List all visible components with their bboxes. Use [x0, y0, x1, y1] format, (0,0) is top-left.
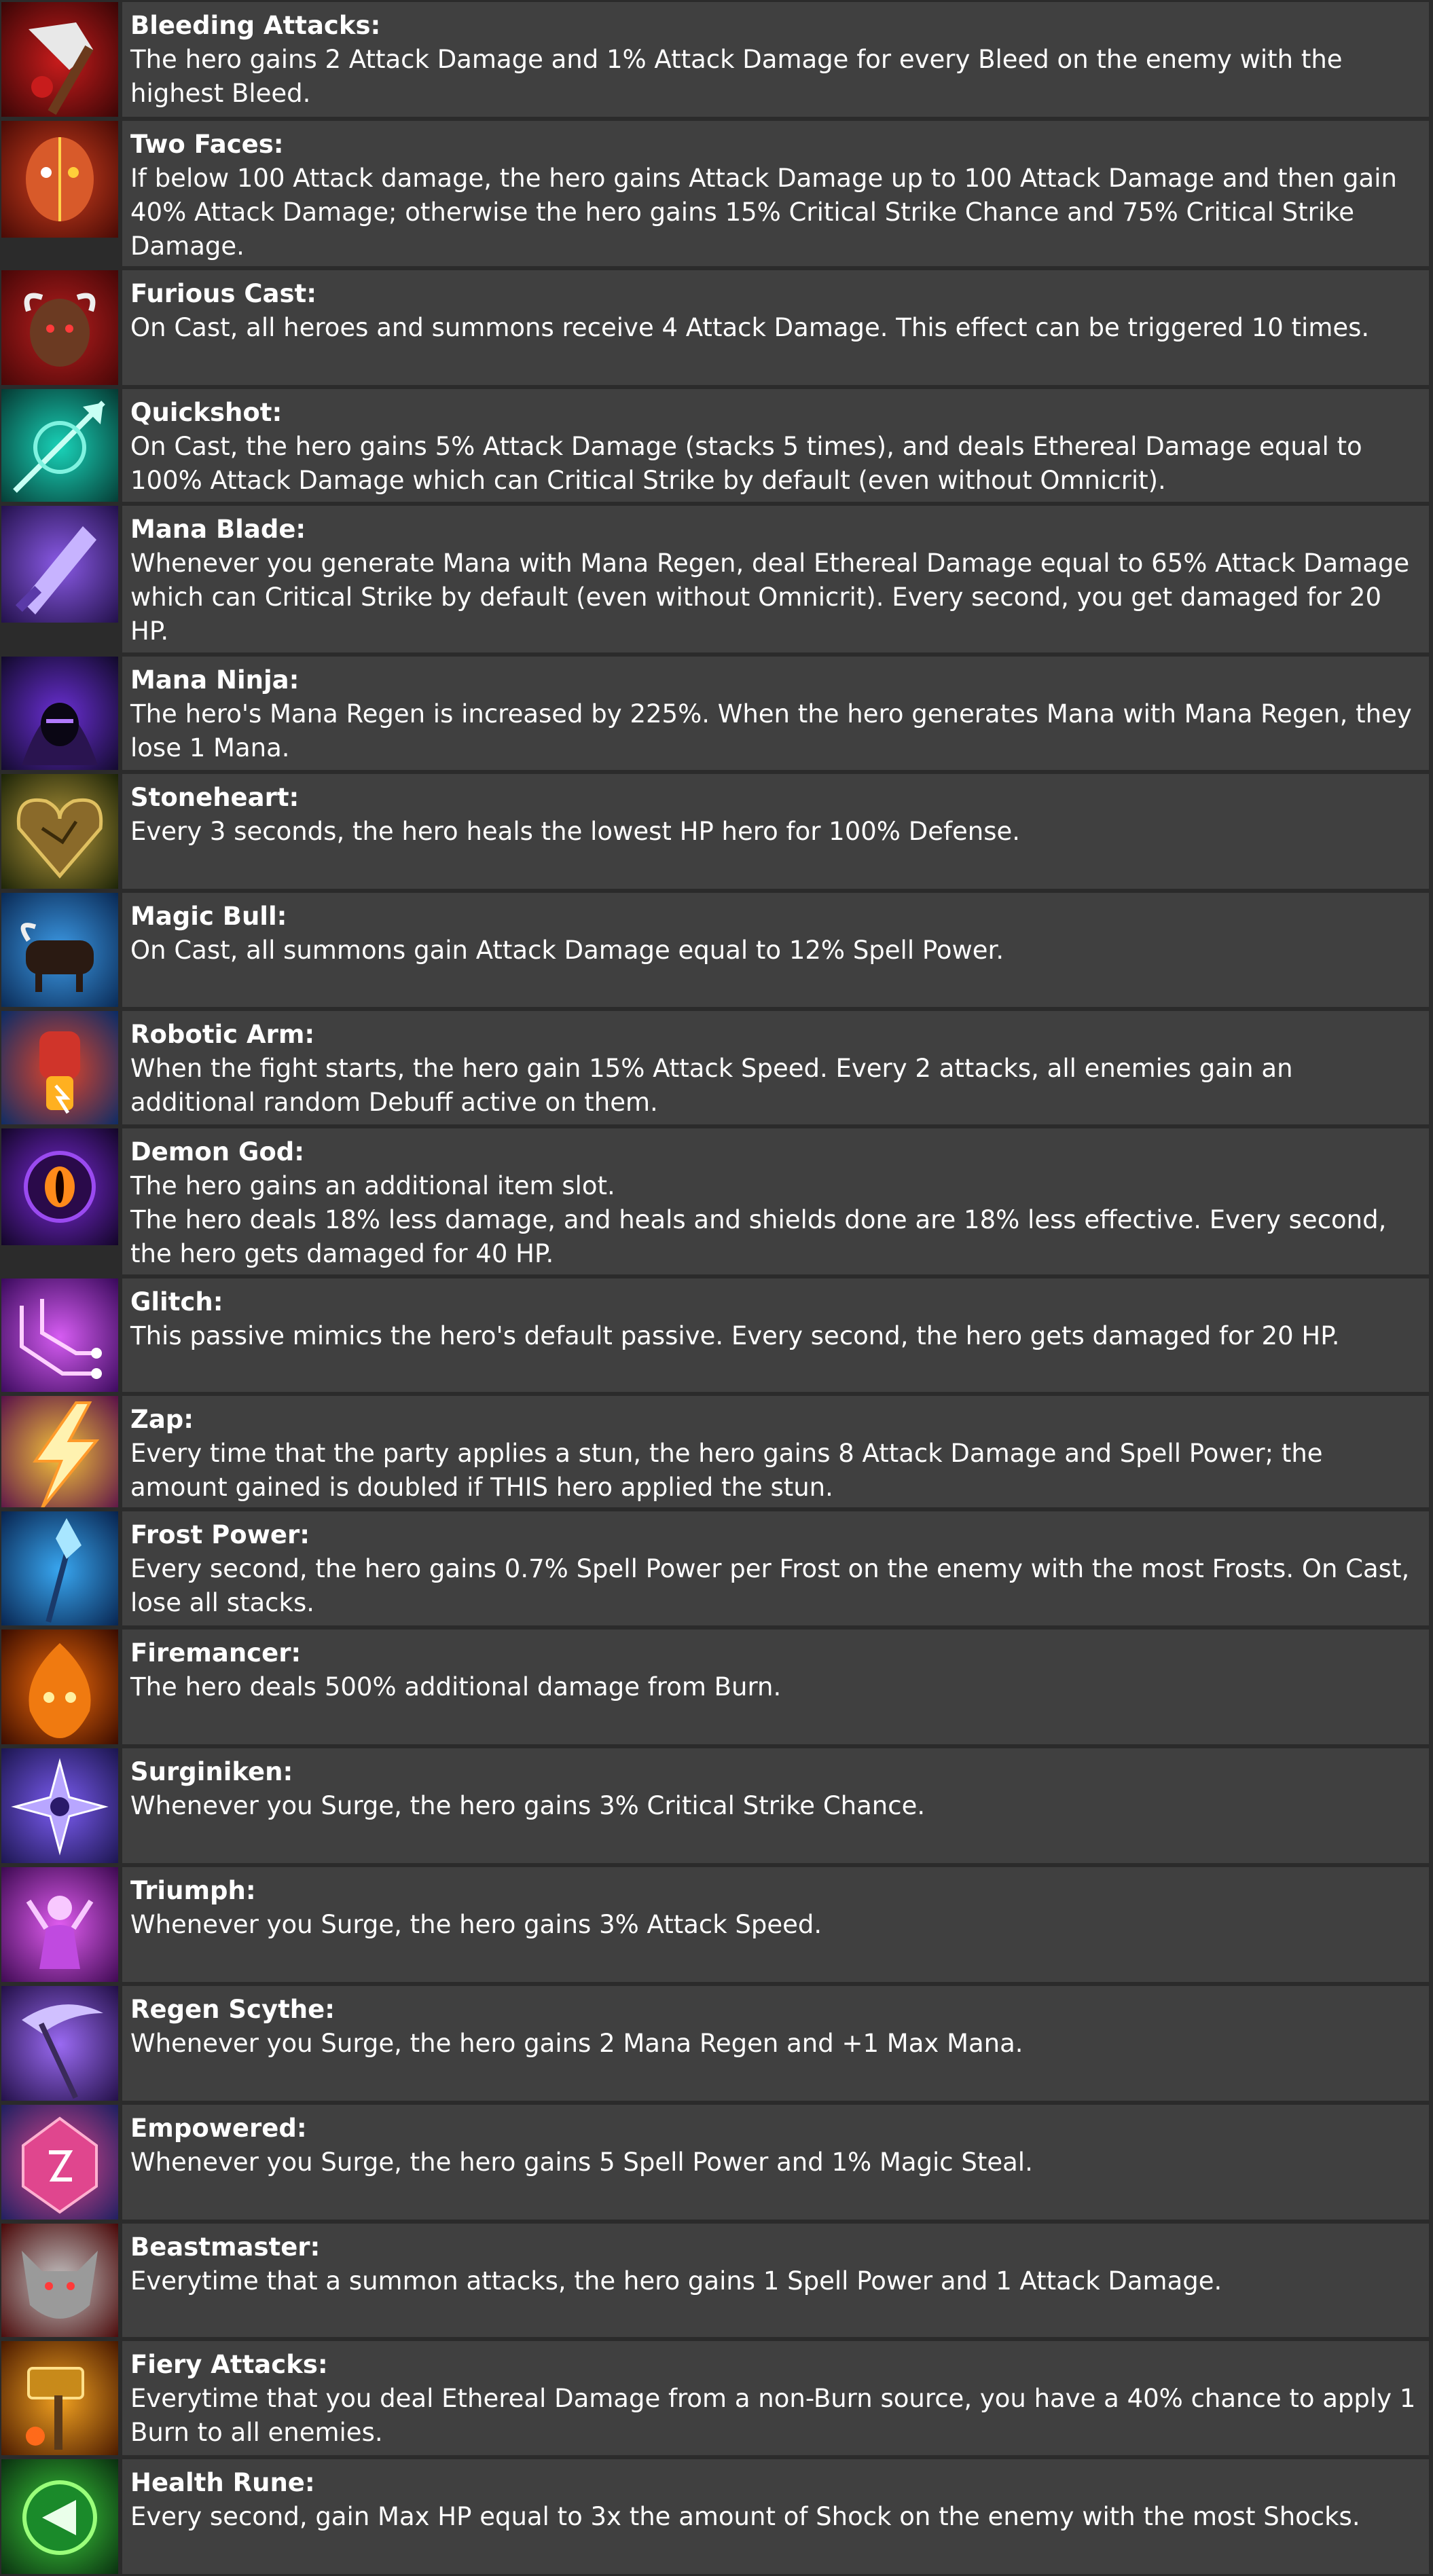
passive-description: The hero gains 2 Attack Damage and 1% Attack Damage for every Bleed on the enemy with the highest Bleed.: [130, 45, 1343, 108]
passive-row: [0, 1984, 1433, 2103]
shuriken-icon: [1, 1748, 118, 1863]
passive-text-panel: [122, 2459, 1429, 2574]
passive-row: [0, 891, 1433, 1009]
frost-staff-icon: [1, 1511, 118, 1625]
passive-name: Bleeding Attacks:: [130, 11, 381, 40]
passive-name: Triumph:: [130, 1876, 256, 1905]
passive-name: Surginiken:: [130, 1757, 293, 1786]
passive-description: The hero's Mana Regen is increased by 225%. When the hero generates Mana with Mana Regen, they lose 1 Mana.: [130, 699, 1412, 762]
passive-name: Quickshot:: [130, 398, 283, 427]
passive-name: Frost Power:: [130, 1520, 310, 1549]
fiery-hammer-icon: [1, 2341, 118, 2455]
passive-name: Regen Scythe:: [130, 1995, 335, 2024]
passive-text-panel: [122, 774, 1429, 889]
passive-description: Whenever you Surge, the hero gains 3% Attack Speed.: [130, 1910, 822, 1939]
passive-description: If below 100 Attack damage, the hero gains Attack Damage up to 100 Attack Damage and then gain 40% Attack Damage; otherwise the hero gains 15% Critical Strike Chance and 75% Critical Strike Damage.: [130, 164, 1397, 261]
passive-name: Magic Bull:: [130, 902, 287, 931]
passive-description: Whenever you Surge, the hero gains 5 Spell Power and 1% Magic Steal.: [130, 2148, 1033, 2177]
passive-name: Empowered:: [130, 2114, 307, 2143]
passive-row: [0, 1865, 1433, 1984]
robotic-arm-icon: [1, 1011, 118, 1124]
passive-name: Glitch:: [130, 1287, 223, 1317]
passive-name: Beastmaster:: [130, 2232, 321, 2262]
passive-row: [0, 1627, 1433, 1746]
passive-description: Every 3 seconds, the hero heals the lowest HP hero for 100% Defense.: [130, 817, 1021, 846]
passive-description: This passive mimics the hero's default passive. Every second, the hero gets damaged for 20 HP.: [130, 1321, 1340, 1350]
passive-row: [0, 1009, 1433, 1126]
demon-eye-icon: [1, 1128, 118, 1245]
empowered-gem-icon: [1, 2105, 118, 2220]
passive-description: Every second, the hero gains 0.7% Spell Power per Frost on the enemy with the most Frosts. On Cast, lose all stacks.: [130, 1554, 1410, 1617]
passive-row: [0, 2222, 1433, 2339]
passive-text-panel: [122, 1986, 1429, 2101]
hooded-ninja-icon: [1, 657, 118, 770]
passive-description: The hero gains an additional item slot. The hero deals 18% less damage, and heals and shields done are 18% less effective. Every second, the hero gets damaged for 40 HP.: [130, 1171, 1387, 1268]
passive-text-panel: [122, 657, 1429, 770]
passive-text-panel: [122, 1867, 1429, 1982]
passive-text-panel: [122, 1128, 1429, 1274]
wolf-beast-icon: [1, 2224, 118, 2337]
passive-description: When the fight starts, the hero gain 15% Attack Speed. Every 2 attacks, all enemies gain an additional random Debuff active on them.: [130, 1054, 1293, 1117]
passive-name: Two Faces:: [130, 130, 284, 159]
circuit-glitch-icon: [1, 1278, 118, 1392]
passive-name: Demon God:: [130, 1137, 305, 1166]
passive-row: [0, 268, 1433, 387]
passive-name: Health Rune:: [130, 2468, 315, 2497]
passive-name: Zap:: [130, 1405, 194, 1434]
passive-text-panel: [122, 121, 1429, 266]
bull-icon: [1, 893, 118, 1007]
passive-row: [0, 772, 1433, 891]
lightning-zap-icon: [1, 1396, 118, 1507]
passive-name: Fiery Attacks:: [130, 2350, 328, 2379]
passive-description: Whenever you Surge, the hero gains 2 Mana Regen and +1 Max Mana.: [130, 2029, 1023, 2058]
quickshot-arrow-icon: [1, 389, 118, 502]
passive-text-panel: [122, 2224, 1429, 2337]
furious-bull-icon: [1, 270, 118, 385]
passive-text-panel: [122, 506, 1429, 652]
bloody-axe-icon: [1, 2, 118, 117]
passive-text-panel: [122, 893, 1429, 1007]
health-rune-icon: [1, 2459, 118, 2574]
passive-name: Furious Cast:: [130, 279, 316, 308]
passive-row: [0, 655, 1433, 772]
passive-row: [0, 504, 1433, 655]
passive-description: Everytime that a summon attacks, the hero gains 1 Spell Power and 1 Attack Damage.: [130, 2266, 1222, 2296]
passive-text-panel: [122, 270, 1429, 385]
mana-blade-icon: [1, 506, 118, 623]
passive-text-panel: [122, 2341, 1429, 2455]
passive-text-panel: [122, 1011, 1429, 1124]
passive-description: On Cast, all summons gain Attack Damage equal to 12% Spell Power.: [130, 936, 1004, 965]
passive-description: On Cast, the hero gains 5% Attack Damage (stacks 5 times), and deals Ethereal Damage equal to 100% Attack Damage which can Critical Strike by default (even without Omnicrit).: [130, 432, 1362, 495]
passive-row: [0, 2457, 1433, 2576]
passive-row: [0, 2339, 1433, 2457]
passive-row: [0, 1276, 1433, 1394]
fire-creature-icon: [1, 1630, 118, 1744]
passive-text-panel: [122, 2105, 1429, 2220]
passive-name: Firemancer:: [130, 1638, 302, 1668]
passive-description: Everytime that you deal Ethereal Damage from a non-Burn source, you have a 40% chance to apply 1 Burn to all enemies.: [130, 2384, 1416, 2447]
two-faces-icon: [1, 121, 118, 238]
passive-description: On Cast, all heroes and summons receive 4 Attack Damage. This effect can be triggered 10 times.: [130, 313, 1370, 342]
passive-row: [0, 1746, 1433, 1865]
passive-description: Every second, gain Max HP equal to 3x the amount of Shock on the enemy with the most Shocks.: [130, 2502, 1360, 2531]
passive-description: Whenever you Surge, the hero gains 3% Critical Strike Chance.: [130, 1791, 926, 1820]
triumph-figure-icon: [1, 1867, 118, 1982]
passive-name: Robotic Arm:: [130, 1020, 315, 1049]
passive-row: [0, 1126, 1433, 1276]
scythe-icon: [1, 1986, 118, 2101]
passive-row: [0, 119, 1433, 268]
passive-text-panel: [122, 1630, 1429, 1744]
passive-row: [0, 387, 1433, 504]
passive-description: Every time that the party applies a stun, the hero gains 8 Attack Damage and Spell Power; the amount gained is doubled if THIS hero applied the stun.: [130, 1439, 1323, 1502]
passive-row: [0, 2103, 1433, 2222]
passive-name: Mana Ninja:: [130, 665, 300, 695]
passive-text-panel: [122, 1396, 1429, 1507]
passive-name: Stoneheart:: [130, 783, 300, 812]
passive-text-panel: [122, 389, 1429, 502]
passive-text-panel: [122, 1278, 1429, 1392]
passive-description: The hero deals 500% additional damage from Burn.: [130, 1672, 782, 1701]
passive-description: Whenever you generate Mana with Mana Regen, deal Ethereal Damage equal to 65% Attack Damage which can Critical Strike by default (even without Omnicrit). Every second, you get damaged for 20 HP.: [130, 549, 1410, 646]
passive-text-panel: [122, 1748, 1429, 1863]
passive-name: Mana Blade:: [130, 515, 306, 544]
passive-row: [0, 1509, 1433, 1627]
passive-text-panel: [122, 2, 1429, 117]
stone-heart-icon: [1, 774, 118, 889]
passive-row: [0, 1394, 1433, 1509]
passive-row: [0, 0, 1433, 119]
passive-text-panel: [122, 1511, 1429, 1625]
